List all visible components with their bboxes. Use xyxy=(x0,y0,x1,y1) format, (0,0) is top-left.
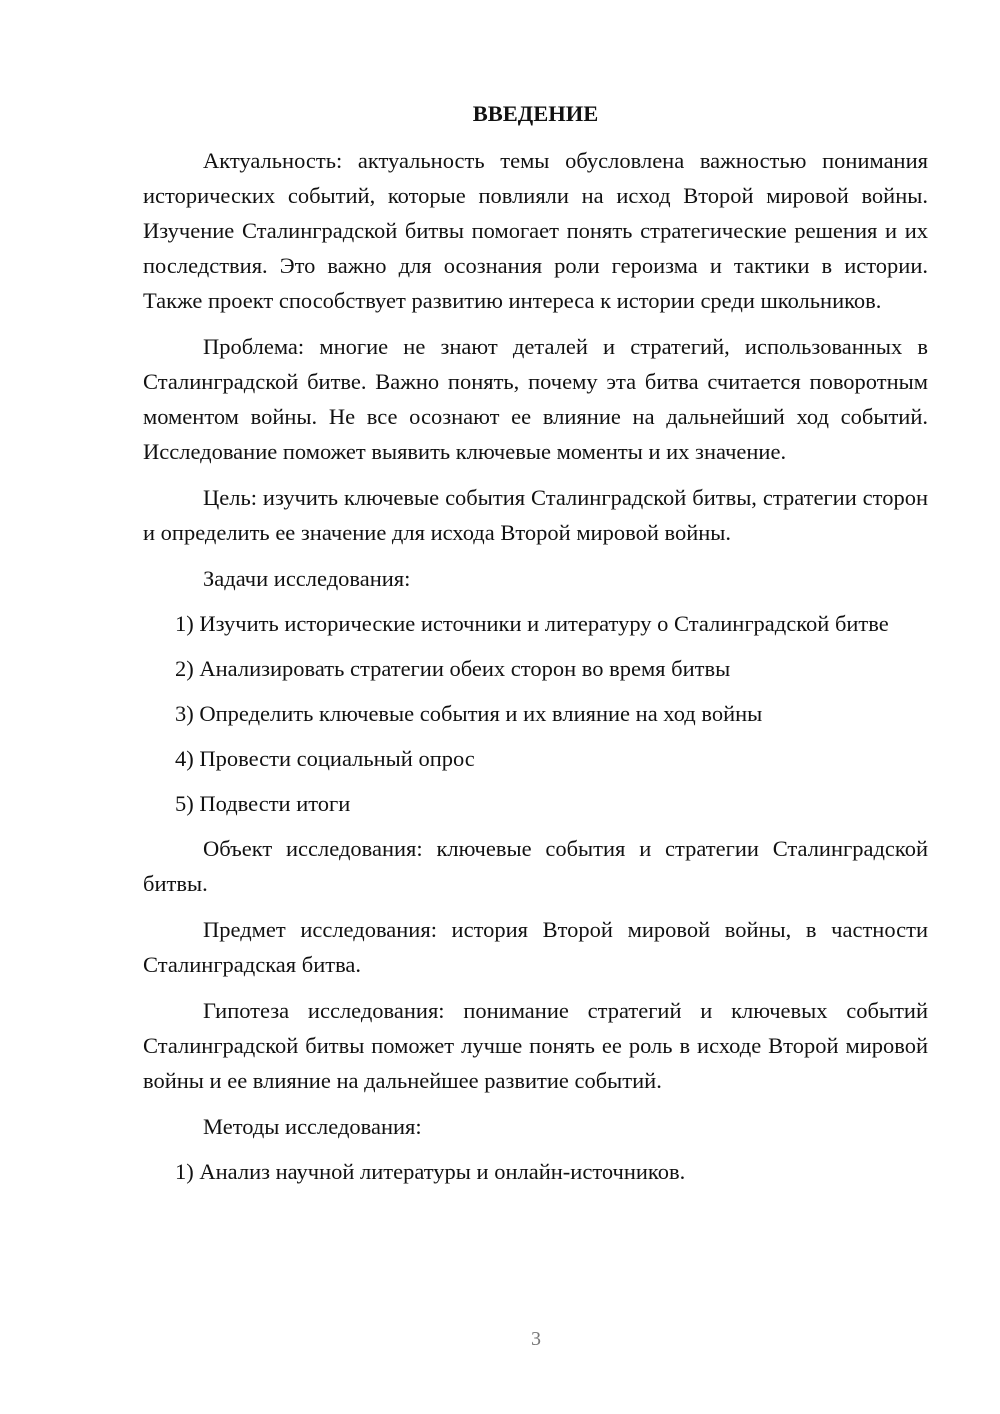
method-item: 1) Анализ научной литературы и онлайн-источников. xyxy=(175,1159,686,1184)
goal-paragraph: Цель: изучить ключевые события Сталинградской битвы, стратегии сторон и определить ее значение для исхода Второй мировой войны. xyxy=(143,485,928,545)
task-item: 2) Анализировать стратегии обеих сторон во время битвы xyxy=(175,656,731,681)
tasks-title: Задачи исследования: xyxy=(203,566,411,591)
relevance-paragraph: Актуальность: актуальность темы обусловлена важностью понимания исторических событий, которые повлияли на исход Второй мировой войны. Изучение Сталинградской битвы помогает понять стратегические решения и их последствия. Это важно для осознания роли героизма и тактики в истории. Также проект способствует развитию интереса к истории среди школьников. xyxy=(143,148,928,313)
section-heading: ВВЕДЕНИЕ xyxy=(472,101,599,126)
object-paragraph: Объект исследования: ключевые события и стратегии Сталинградской битвы. xyxy=(143,836,928,896)
problem-paragraph: Проблема: многие не знают деталей и стратегий, использованных в Сталинградской битве. Важно понять, почему эта битва считается поворотным моментом войны. Не все осознают ее влияние на дальнейший ход событий. Исследование поможет выявить ключевые моменты и их значение. xyxy=(143,334,928,464)
task-item: 5) Подвести итоги xyxy=(175,791,351,816)
subject-paragraph: Предмет исследования: история Второй мировой войны, в частности Сталинградская битва. xyxy=(143,917,928,977)
page-content xyxy=(143,96,928,1199)
task-item: 1) Изучить исторические источники и литературу о Сталинградской битве xyxy=(175,611,889,636)
task-item: 4) Провести социальный опрос xyxy=(175,746,475,771)
hypothesis-paragraph: Гипотеза исследования: понимание стратегий и ключевых событий Сталинградской битвы поможет лучше понять ее роль в исходе Второй мировой войны и ее влияние на дальнейшее развитие событий. xyxy=(143,998,928,1093)
methods-title: Методы исследования: xyxy=(203,1114,422,1139)
page-number: 3 xyxy=(531,1328,541,1350)
task-item: 3) Определить ключевые события и их влияние на ход войны xyxy=(175,701,763,726)
